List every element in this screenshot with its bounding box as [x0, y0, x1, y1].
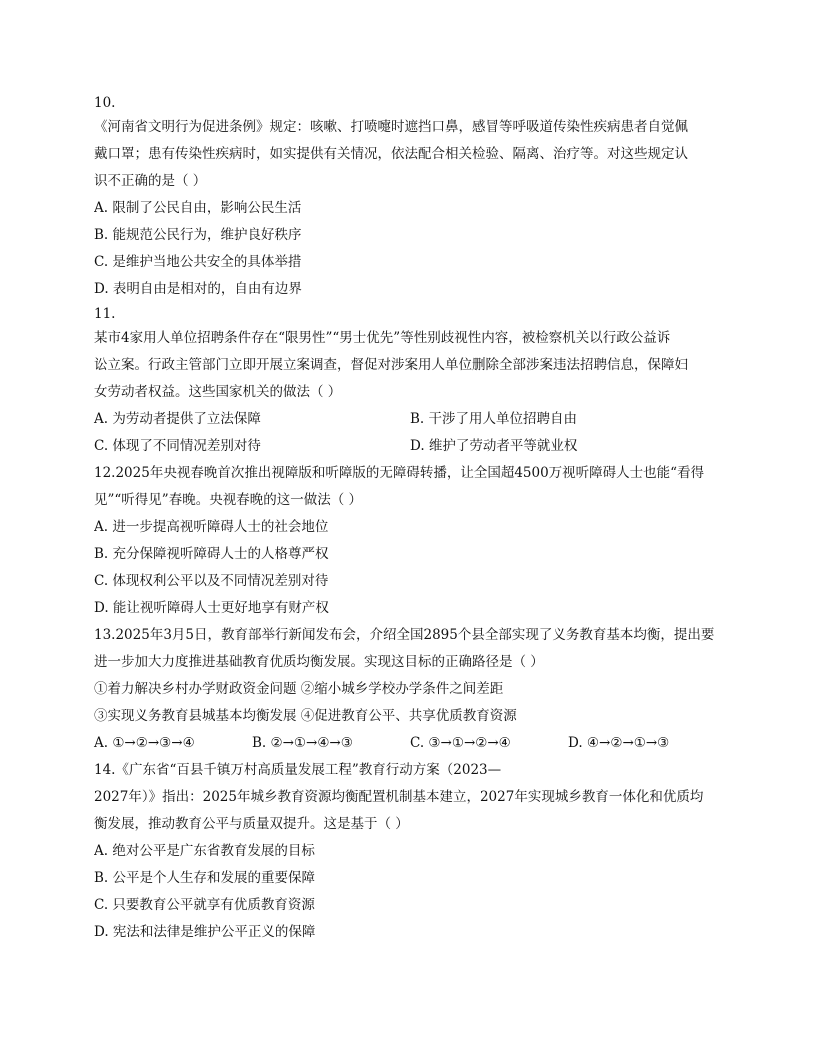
- option-b: B. 公平是个人生存和发展的重要保障: [94, 870, 316, 886]
- question-stem-line: 进一步加大力度推进基础教育优质均衡发展。实现这目标的正确路径是（ ）: [94, 654, 544, 670]
- option-d: D. ④→②→①→③: [568, 735, 670, 751]
- option-row: [94, 433, 734, 460]
- question-stem-line: 14.《广东省“百县千镇万村高质量发展工程”教育行动方案（2023—: [94, 762, 502, 778]
- option-c: C. 体现了不同情况差别对待: [94, 438, 261, 454]
- question-14: [94, 757, 734, 946]
- question-13: [94, 622, 734, 757]
- option-d: D. 宪法和法律是维护公平正义的保障: [94, 924, 316, 940]
- exam-page: [94, 92, 734, 946]
- option-d: D. 能让视听障碍人士更好地享有财产权: [94, 600, 329, 616]
- question-stem-line: 13.2025年3月5日，教育部举行新闻发布会，介绍全国2895个县全部实现了义务教育基本均衡，提出要: [94, 627, 715, 643]
- option-c: C. 只要教育公平就享有优质教育资源: [94, 897, 315, 913]
- option-b: B. 干涉了用人单位招聘自由: [410, 411, 578, 427]
- question-stem-line: 2027年）》指出：2025年城乡教育资源均衡配置机制基本建立，2027年实现城乡教育一体化和优质均: [94, 789, 704, 805]
- option-c: C. ③→①→②→④: [410, 735, 511, 751]
- option-a: A. 为劳动者提供了立法保障: [94, 411, 261, 427]
- question-10: [94, 92, 734, 303]
- question-11: [94, 303, 734, 460]
- question-stem-line: 12.2025年央视春晚首次推出视障版和听障版的无障碍转播，让全国超4500万视听障碍人士也能“看得: [94, 465, 705, 481]
- question-stem-line: 某市4家用人单位招聘条件存在“限男性”“男士优先”等性别歧视性内容，被检察机关以行政公益诉: [94, 330, 671, 346]
- question-stem-line: 《河南省文明行为促进条例》规定：咳嗽、打喷嚏时遮挡口鼻，感冒等呼吸道传染性疾病患者自觉佩: [94, 119, 688, 135]
- statement-line: ③实现义务教育县城基本均衡发展 ④促进教育公平、共享优质教育资源: [94, 708, 517, 724]
- option-d: D. 维护了劳动者平等就业权: [410, 438, 578, 454]
- option-a: A. ①→②→③→④: [94, 735, 195, 751]
- question-stem-line: 识不正确的是（ ）: [94, 173, 207, 189]
- question-stem-line: 衡发展，推动教育公平与质量双提升。这是基于（ ）: [94, 816, 409, 832]
- question-number: 11.: [94, 306, 116, 322]
- option-b: B. 充分保障视听障碍人士的人格尊严权: [94, 546, 329, 562]
- option-c: C. 体现权利公平以及不同情况差别对待: [94, 573, 329, 589]
- option-row: [94, 406, 734, 433]
- option-a: A. 绝对公平是广东省教育发展的目标: [94, 843, 315, 859]
- option-c: C. 是维护当地公共安全的具体举措: [94, 254, 302, 270]
- question-12: [94, 460, 734, 622]
- option-b: B. ②→①→④→③: [252, 735, 353, 751]
- question-stem-line: 讼立案。行政主管部门立即开展立案调查，督促对涉案用人单位删除全部涉案违法招聘信息，保障妇: [94, 357, 688, 373]
- question-stem-line: 女劳动者权益。这些国家机关的做法（ ）: [94, 384, 342, 400]
- option-b: B. 能规范公民行为，维护良好秩序: [94, 227, 302, 243]
- statement-line: ①着力解决乡村办学财政资金问题 ②缩小城乡学校办学条件之间差距: [94, 681, 504, 697]
- option-row: [94, 730, 734, 757]
- question-stem-line: 戴口罩；患有传染性疾病时，如实提供有关情况，依法配合相关检验、隔离、治疗等。对这些规定认: [94, 146, 688, 162]
- question-number: 10.: [94, 95, 116, 111]
- option-a: A. 限制了公民自由，影响公民生活: [94, 200, 302, 216]
- option-d: D. 表明自由是相对的，自由有边界: [94, 281, 302, 297]
- question-stem-line: 见”“听得见”春晚。央视春晚的这一做法（ ）: [94, 492, 362, 508]
- option-a: A. 进一步提高视听障碍人士的社会地位: [94, 519, 329, 535]
